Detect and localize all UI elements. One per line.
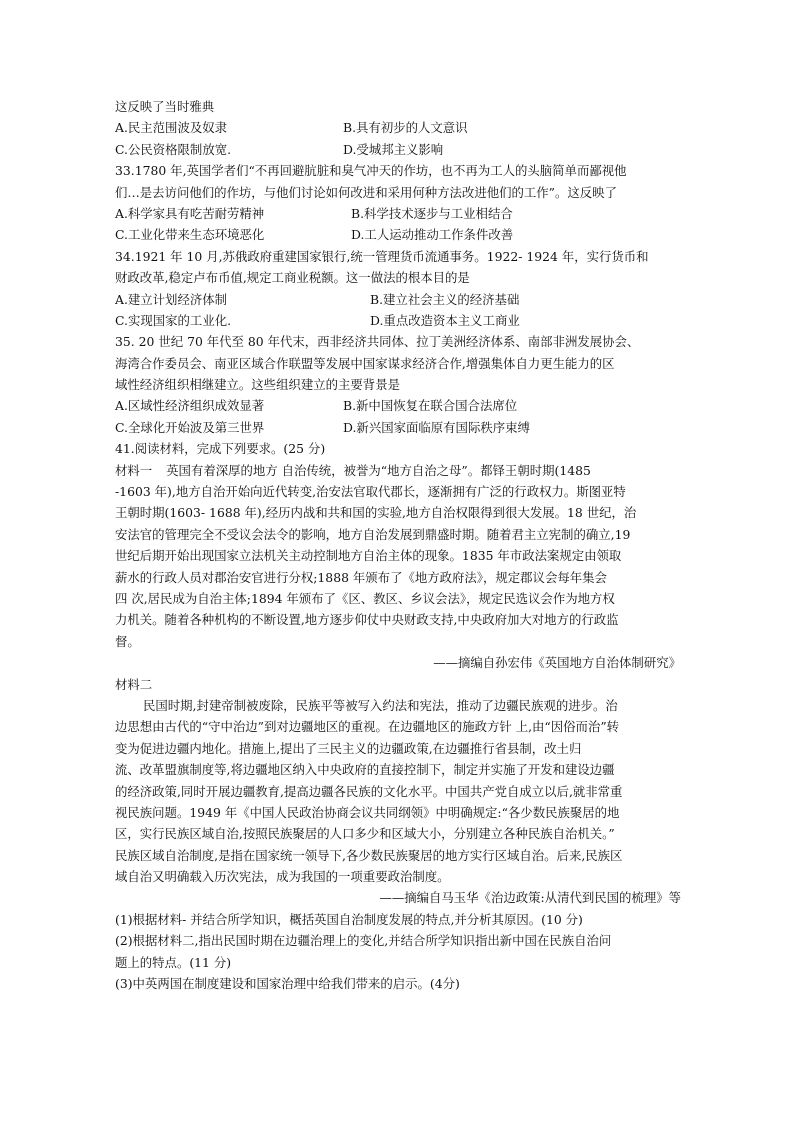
q35-option-c[interactable]: C.全球化开始波及第三世界 xyxy=(115,419,265,435)
material1-line-7: 力机关。随着各种机构的不断设置,地方逐步仰仗中央财政支持,中央政府加大对地方的行政监 xyxy=(115,612,619,628)
q34-options-row-2 xyxy=(115,310,681,331)
material2-source: ——摘编自马玉华《治边政策:从清代到民国的梳理》等 xyxy=(379,890,681,906)
q33-stem-line-2: 们…是去访问他们的作坊，与他们讨论如何改进和采用何种方法改进他们的工作”。这反映了 xyxy=(115,184,617,200)
material2-line-6: 视民族问题。1949 年《中国人民政治协商会议共同纲领》中明确规定:“各少数民族聚居的地 xyxy=(115,804,620,820)
q35-option-b[interactable]: B.新中国恢复在联合国合法席位 xyxy=(343,398,518,414)
q34-stem-line-1: 34.1921 年 10 月,苏俄政府重建国家银行,统一管理货币流通事务。1922- 1924 年，实行货币和 xyxy=(115,248,649,264)
q32-option-d[interactable]: D.受城邦主义影响 xyxy=(343,141,444,157)
material1-line-0: 英国有着深厚的地方 自治传统，被誉为“地方自治之母”。都铎王朝时期(1485 xyxy=(166,462,591,478)
q33-options-row-2 xyxy=(115,224,681,245)
material2-line-8: 民族区域自治制度,是指在国家统一领导下,各少数民族聚居的地方实行区域自治。后来,民族区 xyxy=(115,847,623,863)
q32-options-row-1 xyxy=(115,117,681,138)
material2-line-1: 民国时期,封建帝制被废除，民族平等被写入约法和宪法，推动了边疆民族观的进步。治 xyxy=(143,697,618,713)
q41-subquestion-1: (1)根据材料- 并结合所学知识，概括英国自治制度发展的特点,并分析其原因。(10 分) xyxy=(115,911,583,927)
q33-stem-line-1: 33.1780 年,英国学者们“不再回避肮脏和臭气冲天的作坊，也不再为工人的头脑简单而鄙视他 xyxy=(115,163,627,179)
q34-options-row-1 xyxy=(115,289,681,310)
q33-option-c[interactable]: C.工业化带来生态环境恶化 xyxy=(115,227,265,243)
material1-line-3: 安法官的管理完全不受议会法令的影响，地方自治发展到鼎盛时期。随着君主立宪制的确立,19 xyxy=(115,526,631,542)
q33-option-a[interactable]: A.科学家具有吃苦耐劳精神 xyxy=(115,205,265,221)
material1-source: ——摘编自孙宏伟《英国地方自治体制研究》 xyxy=(433,655,681,671)
q35-options-row-1 xyxy=(115,395,681,416)
q35-option-d[interactable]: D.新兴国家面临原有国际秩序束缚 xyxy=(343,419,530,435)
q32-option-c[interactable]: C.公民资格限制放宽. xyxy=(115,141,232,157)
q33-option-d[interactable]: D.工人运动推动工作条件改善 xyxy=(351,227,514,243)
q34-stem-line-2: 财政改革,稳定卢布币值,规定工商业税额。这一做法的根本目的是 xyxy=(115,270,470,286)
q41-subquestion-3: (3)中英两国在制度建设和国家治理中给我们带来的启示。(4分) xyxy=(115,976,460,992)
material2-line-7: 区，实行民族区域自治,按照民族聚居的人口多少和区域大小，分别建立各种民族自治机关。” xyxy=(115,826,615,842)
material1-line-4: 世纪后期开始出现国家立法机关主动控制地方自治主体的现象。1835 年市政法案规定由领取 xyxy=(115,548,622,564)
material1-line-2: 王朝时期(1603- 1688 年),经历内战和共和国的实验,地方自治权限得到很大发展。18 世纪，治 xyxy=(115,505,637,521)
material2-label: 材料二 xyxy=(115,676,153,692)
material1-line-1: -1603 年),地方自治开始向近代转变,治安法官取代郡长，逐渐拥有广泛的行政权力。斯图亚特 xyxy=(115,484,626,500)
material2-line-2: 边思想由古代的“守中治边”到对边疆地区的重视。在边疆地区的施政方针 上,由“因俗而治”转 xyxy=(115,719,620,735)
q35-option-a[interactable]: A.区域性经济组织成效显著 xyxy=(115,398,265,414)
q41-subquestion-2: (2)根据材料二,指出民国时期在边疆治理上的变化,并结合所学知识指出新中国在民族自治问 xyxy=(115,933,612,949)
q34-option-d[interactable]: D.重点改造资本主义工商业 xyxy=(370,312,520,328)
material2-line-5: 的经济政策,同时开展边疆教育,提高边疆各民族的文化水平。中国共产党自成立以后,就非常重 xyxy=(115,783,623,799)
material1-line-8: 督。 xyxy=(115,633,140,649)
q35-stem-line-1: 35. 20 世纪 70 年代至 80 年代末，西非经济共同体、拉丁美洲经济体系、南部非洲发展协会、 xyxy=(115,334,640,350)
q34-option-b[interactable]: B.建立社会主义的经济基础 xyxy=(370,291,520,307)
q32-option-a[interactable]: A.民主范围波及奴隶 xyxy=(115,120,228,136)
material1-label: 材料一 xyxy=(115,462,153,478)
q41-title: 41.阅读材料，完成下列要求。(25 分) xyxy=(115,441,326,457)
q34-option-a[interactable]: A.建立计划经济体制 xyxy=(115,291,228,307)
material2-line-4: 流、改革盟旗制度等,将边疆地区纳入中央政府的直接控制下，制定并实施了开发和建设边疆 xyxy=(115,762,615,778)
q34-option-c[interactable]: C.实现国家的工业化. xyxy=(115,312,232,328)
material2-line-9: 域自治又明确载入历次宪法，成为我国的一项重要政治制度。 xyxy=(115,869,450,885)
q35-stem-line-3: 域性经济组织相继建立。这些组织建立的主要背景是 xyxy=(115,377,400,393)
q33-option-b[interactable]: B.科学技术逐步与工业相结合 xyxy=(351,205,513,221)
q41-subquestion-2-cont: 题上的特点。(11 分) xyxy=(115,954,232,970)
material2-line-3: 变为促进边疆内地化。措施上,提出了三民主义的边疆政策,在边疆推行省县制，改土归 xyxy=(115,740,582,756)
q32-options-row-2 xyxy=(115,139,681,160)
exam-page xyxy=(115,96,681,994)
q35-options-row-2 xyxy=(115,417,681,438)
q33-options-row-1 xyxy=(115,203,681,224)
material1-line-6: 四 次,居民成为自治主体;1894 年颁布了《区、教区、乡议会法》，规定民选议会作为地方权 xyxy=(115,590,615,606)
material1-first-line xyxy=(115,460,681,481)
q35-stem-line-2: 海湾合作委员会、南亚区域合作联盟等发展中国家谋求经济合作,增强集体自力更生能力的区 xyxy=(115,355,615,371)
q32-stem-tail: 这反映了当时雅典 xyxy=(115,99,215,114)
q32-option-b[interactable]: B.具有初步的人文意识 xyxy=(343,120,468,136)
material1-line-5: 薪水的行政人员对郡治安官进行分权;1888 年颁布了《地方政府法》，规定郡议会每年集会 xyxy=(115,569,607,585)
